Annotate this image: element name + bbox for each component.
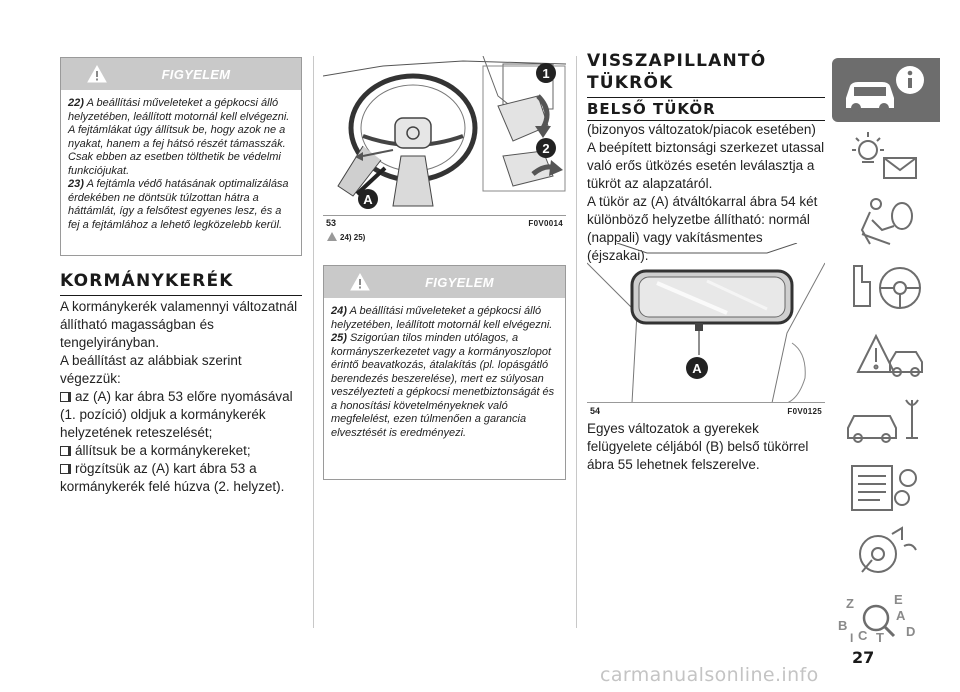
tab-warning-lights[interactable] bbox=[832, 124, 940, 188]
figure-number: 54 bbox=[590, 406, 601, 416]
paragraph: A tükör az (A) átváltókarral ábra 54 két különböző helyzetbe állítható: normál (nappali) vagy vakításmentes (éjszakai). bbox=[587, 194, 818, 263]
tab-technical-data[interactable] bbox=[832, 454, 940, 518]
section-heading-steering: KORMÁNYKERÉK bbox=[60, 271, 234, 291]
callout-a: A bbox=[363, 192, 373, 207]
tab-maintenance[interactable] bbox=[832, 388, 940, 452]
car-info-icon bbox=[832, 58, 940, 122]
column-divider bbox=[576, 56, 577, 628]
watermark: carmanualsonline.info bbox=[600, 664, 819, 686]
bullet-icon bbox=[60, 464, 71, 474]
paragraph: (bizonyos változatok/piacok esetében) bbox=[587, 122, 816, 137]
paragraph: A kormánykerék valamennyi változatnál állítható magasságban és tengelyirányban. bbox=[60, 299, 298, 350]
warning-title: FIGYELEM bbox=[161, 67, 231, 82]
bullet-icon bbox=[60, 392, 71, 402]
index-letter: E bbox=[894, 592, 903, 607]
index-icon bbox=[832, 586, 940, 650]
page-number: 27 bbox=[852, 648, 875, 667]
driving-steering-icon bbox=[832, 256, 940, 320]
warning-body bbox=[324, 298, 565, 446]
index-letter: D bbox=[906, 624, 916, 639]
heading-rule bbox=[587, 97, 825, 98]
technical-data-icon bbox=[832, 454, 940, 518]
index-letter: B bbox=[838, 618, 848, 633]
warning-box-1 bbox=[60, 57, 302, 256]
warning-item: 22) A beállítási műveleteket a gépkocsi álló helyzetében, leállított motornál kell elvégezni. A fejtámlákat úgy állítsuk be, hogy azok ne a nyakat, hanem a fej hátsó részét támasszák. Csak ebben az esetben tölthetik be védelmi funkciójukat. bbox=[68, 97, 290, 177]
callout-2: 2 bbox=[542, 141, 550, 156]
warning-title: FIGYELEM bbox=[425, 275, 494, 290]
tab-multimedia[interactable] bbox=[832, 520, 940, 584]
index-letter: T bbox=[876, 630, 884, 645]
warning-item: 23) A fejtámla védő hatásának optimalizálása érdekében ne döntsük túlzottan hátra a háttámlát, így a felsőtest egyenes lesz, és a fej a fejtámlához a lehető legközelebb kerül. bbox=[68, 178, 289, 231]
paragraph: A beállítást az alábbiak szerint végezzük: bbox=[60, 353, 242, 386]
paragraph: Egyes változatok a gyerekek felügyelete céljából (B) belső tükörrel ábra 55 lehetnek felszerelve. bbox=[587, 421, 809, 472]
warning-box-header bbox=[61, 58, 301, 90]
bullet-item: rögzítsük az (A) kart ábra 53 a kormánykerék felé húzva (2. helyzet). bbox=[60, 461, 285, 494]
index-letter: I bbox=[850, 631, 854, 645]
figure-code: F0V0014 bbox=[528, 219, 563, 228]
subheading-inner-mirror: BELSŐ TÜKÖR bbox=[587, 100, 716, 118]
emergency-icon bbox=[832, 322, 940, 386]
figure-54 bbox=[587, 243, 825, 403]
warning-item: 24) A beállítási műveleteket a gépkocsi álló helyzetében, leállított motornál kell elvégezni. bbox=[331, 305, 553, 331]
steering-text bbox=[60, 298, 302, 496]
callout-a: A bbox=[692, 361, 702, 376]
tab-car-info[interactable] bbox=[832, 58, 940, 122]
figure-number: 53 bbox=[326, 218, 337, 228]
warning-body bbox=[61, 90, 301, 238]
tab-driving[interactable] bbox=[832, 256, 940, 320]
paragraph: A beépített biztonsági szerkezet utassal való erős ütközés esetén leválasztja a tükröt az alapzatáról. bbox=[587, 140, 825, 191]
maintenance-icon bbox=[832, 388, 940, 452]
tab-index[interactable] bbox=[832, 586, 940, 650]
bullet-item: állítsuk be a kormánykereket; bbox=[60, 442, 302, 460]
warning-small-icon bbox=[327, 232, 337, 241]
callout-1: 1 bbox=[542, 66, 550, 81]
mirror-text-2 bbox=[587, 420, 825, 474]
warning-box-2 bbox=[323, 265, 566, 480]
warning-item: 25) Szigorúan tilos minden utólagos, a kormányszerkezetet vagy a kormányoszlopot érintő beavatkozás, átalakítás (pl. lopásgátló berendezés beszerelése), mert ez súlyosan veszélyezteti a gépkocsi menetbiztonságát és a honosítási követelményeknek való megfelelést, ezen túlmenően a garancia elvesztését is eredményezi. bbox=[331, 332, 555, 439]
warning-box-header bbox=[324, 266, 565, 298]
warning-lights-icon bbox=[832, 124, 940, 188]
bullet-icon bbox=[60, 446, 71, 456]
index-letter: Z bbox=[846, 596, 854, 611]
rearview-mirror-illustration bbox=[587, 243, 825, 403]
figure-refs: 24) 25) bbox=[327, 232, 365, 242]
multimedia-icon bbox=[832, 520, 940, 584]
safety-airbag-icon bbox=[832, 190, 940, 254]
bullet-item: az (A) kar ábra 53 előre nyomásával (1. pozíció) oldjuk a kormánykerék helyzetének reteszelését; bbox=[60, 389, 293, 440]
figure-code: F0V0125 bbox=[787, 407, 822, 416]
steering-column-illustration bbox=[323, 56, 566, 216]
figure-53 bbox=[323, 56, 566, 216]
index-letter: C bbox=[858, 628, 868, 643]
heading-rule bbox=[60, 295, 302, 296]
tab-safety[interactable] bbox=[832, 190, 940, 254]
column-divider bbox=[313, 56, 314, 628]
tab-emergency[interactable] bbox=[832, 322, 940, 386]
section-heading-mirrors: VISSZAPILLANTÓ TÜKRÖK bbox=[587, 51, 767, 93]
index-letter: A bbox=[896, 608, 906, 623]
